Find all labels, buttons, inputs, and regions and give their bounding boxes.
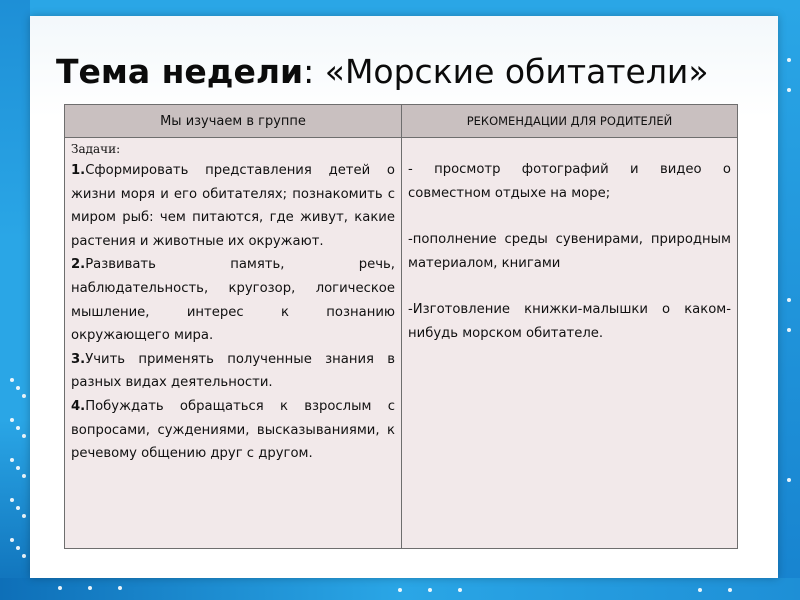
tasks-label: Задачи: [71,142,121,156]
header-recommendations: РЕКОМЕНДАЦИИ ДЛЯ РОДИТЕЛЕЙ [402,105,738,138]
task-text: Развивать память, речь, наблюдательность, кругозор, логическое мышление, интерес к познанию окружающего мира. [71,257,395,344]
title-rest: : «Морские обитатели» [303,52,709,91]
table-body-row [65,138,738,549]
recommendation-item: - просмотр фотографий и видео о совместном отдыхе на море; [408,162,731,201]
header-we-study: Мы изучаем в группе [65,105,402,138]
info-table [64,104,738,549]
task-text: Учить применять полученные знания в разных видах деятельности. [71,351,395,391]
task-item [71,159,395,253]
task-text: Побуждать обращаться к взрослым с вопросами, суждениями, высказываниями, к речевому общению друг с другом. [71,398,395,462]
frame-right-border [778,0,800,600]
recommendation-item: -Изготовление книжки-малышки о каком-нибудь морском обитателе. [408,302,731,341]
task-number: 3. [71,351,86,367]
task-item [71,348,395,395]
tasks-cell [65,138,402,549]
task-number: 4. [71,398,86,414]
table-header-row [65,105,738,138]
page-title [56,52,756,91]
frame-top-border [0,0,800,16]
task-text: Сформировать представления детей о жизни моря и его обитателях; познакомить с миром рыб: чем питаются, где живут, какие растения и животные их окружают. [71,163,395,249]
frame-left-border [0,0,30,600]
title-bold-part: Тема недели [56,52,304,91]
frame-bottom-border [0,578,800,600]
recommendations-cell [402,138,738,549]
task-number: 2. [71,257,86,273]
recommendation-item: -пополнение среды сувенирами, природным материалом, книгами [408,232,731,271]
task-number: 1. [71,163,86,178]
task-item [71,253,395,347]
task-item [71,395,395,466]
